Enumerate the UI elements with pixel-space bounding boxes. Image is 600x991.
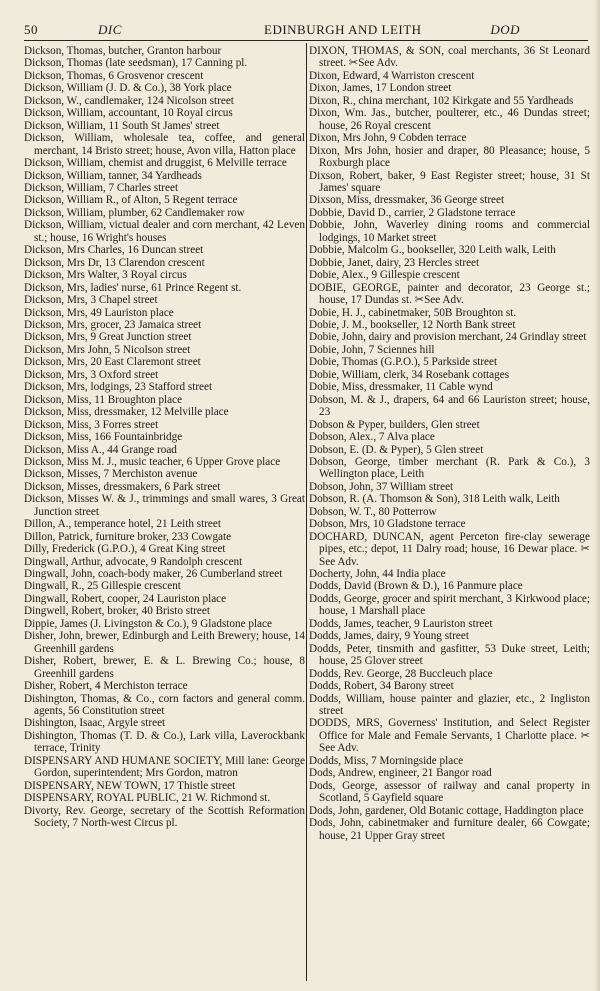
directory-entry: Dingwall, R., 25 Gillespie crescent (24, 580, 181, 593)
directory-entry: Divorty, Rev. George, secretary of the Scottish Reformation Society, 7 North-west Circus pl. (24, 804, 305, 830)
directory-entry: Dickson, Mrs, 3 Oxford street (24, 368, 159, 381)
directory-entry: Dickson, Miss, dressmaker, 12 Melville place (24, 406, 229, 419)
directory-entry: Dickson, Mrs, 9 Great Junction street (24, 331, 192, 344)
directory-entry: Dobie, John, 7 Sciennes hill (309, 343, 435, 356)
directory-entry: Dodds, Peter, tinsmith and gasfitter, 53 Duke street, Leith; house, 25 Glover street (309, 642, 590, 668)
directory-entry: Dickson, Miss, 11 Broughton place (24, 393, 183, 406)
directory-entry: Dickson, Miss, 166 Fountainbridge (24, 431, 183, 444)
directory-entry: Dishington, Thomas, & Co., corn factors and general comm. agents, 56 Constitution street (24, 692, 305, 718)
directory-entry: Dobson, John, 37 William street (309, 480, 454, 493)
directory-entry: Dodds, James, dairy, 9 Young street (309, 630, 469, 643)
directory-entry: Dingwall, John, coach-body maker, 26 Cumberland street (24, 568, 283, 581)
directory-entry: Dods, George, assessor of railway and canal property in Scotland, 5 Gayfield square (309, 779, 590, 805)
directory-entry: Dingwall, Robert, cooper, 24 Lauriston place (24, 592, 227, 605)
directory-entry: Dickson, Mrs, 20 East Claremont street (24, 356, 201, 369)
directory-entry: Dickson, W., candlemaker, 124 Nicolson street (24, 94, 234, 107)
directory-entry: Dodds, Robert, 34 Barony street (309, 680, 454, 693)
directory-entry: Dickson, Mrs, 49 Lauriston place (24, 306, 174, 319)
directory-entry: Dillon, A., temperance hotel, 21 Leith street (24, 518, 221, 531)
directory-entry: Dobson, M. & J., drapers, 64 and 66 Lauriston street; house, 23 (309, 393, 590, 419)
directory-entry: Dickson, Thomas, butcher, Granton harbour (24, 45, 222, 57)
directory-entry: Dickson, Mrs, ladies' nurse, 61 Prince Regent st. (24, 281, 242, 294)
directory-entry: Dobie, J. M., bookseller, 12 North Bank street (309, 318, 516, 331)
page-edge (594, 0, 600, 991)
directory-entry: Dickson, William, victual dealer and corn merchant, 42 Leven st.; house, 16 Wright's houses (24, 219, 305, 244)
directory-entry: Dingwell, Robert, broker, 40 Bristo street (24, 605, 210, 618)
directory-entry: DODDS, MRS, Governess' Institution, and Select Register Office for Male and Female Servants, 1 Charlotte place. ✂See Adv. (309, 717, 590, 755)
directory-entry: Dickson, Mrs, lodgings, 23 Stafford street (24, 381, 213, 394)
directory-entry: Dodds, William, house painter and glazier, etc., 2 Ingliston street (309, 692, 590, 718)
right-column (309, 45, 590, 842)
directory-entry: Dickson, Mrs Walter, 3 Royal circus (24, 269, 187, 282)
directory-entry: Dickson, Miss A., 44 Grange road (24, 443, 177, 456)
directory-entry: Dobson, W. T., 80 Potterrow (309, 505, 437, 518)
directory-entry: Dingwall, Arthur, advocate, 9 Randolph crescent (24, 555, 243, 568)
left-column (24, 45, 305, 830)
directory-entry: Disher, Robert, 4 Merchiston terrace (24, 680, 188, 693)
directory-entry: Dickson, Miss, 3 Forres street (24, 418, 159, 431)
page-title: EDINBURGH AND LEITH (264, 22, 422, 37)
directory-entry: Dodds, Rev. George, 28 Buccleuch place (309, 667, 493, 680)
directory-entry: Dickson, William, wholesale tea, coffee, and general merchant, 14 Bristo street; house, Avon villa, Hatton place (24, 132, 305, 157)
directory-entry: Dixson, Miss, dressmaker, 36 George street (309, 194, 505, 207)
directory-entry: Dobie, Miss, dressmaker, 11 Cable wynd (309, 381, 493, 394)
directory-entry: Dobson, R. (A. Thomson & Son), 318 Leith walk, Leith (309, 493, 560, 506)
directory-entry: Dickson, Mrs, grocer, 23 Jamaica street (24, 318, 202, 331)
directory-entry: Dixson, Robert, baker, 9 East Register street; house, 31 St James' square (309, 169, 590, 194)
directory-entry: DISPENSARY, NEW TOWN, 17 Thistle street (24, 779, 236, 792)
directory-entry: Dickson, Misses, 7 Merchiston avenue (24, 468, 198, 481)
directory-entry: DOBIE, GEORGE, painter and decorator, 23 George st.; house, 17 Dundas st. ✂See Adv. (309, 281, 590, 307)
directory-entry: Dobie, Thomas (G.P.O.), 5 Parkside street (309, 356, 498, 369)
directory-entry: Dishington, Thomas (T. D. & Co.), Lark villa, Laverockbank terrace, Trinity (24, 729, 305, 755)
directory-entry: Dixon, James, 17 London street (309, 82, 452, 95)
directory-entry: Dodds, James, teacher, 9 Lauriston street (309, 617, 493, 630)
directory-entry: Dickson, William, 7 Charles street (24, 181, 179, 194)
directory-entry: Dobie, H. J., cabinetmaker, 50B Broughton st. (309, 306, 517, 319)
directory-entry: DOCHARD, DUNCAN, agent Perceton fire-clay sewerage pipes, etc.; depot, 11 Dalry road; house, 16 Dewar place. ✂See Adv. (309, 530, 590, 568)
directory-entry: Dobie, William, clerk, 34 Rosebank cottages (309, 368, 510, 381)
directory-entry: Dobie, John, dairy and provision merchant, 24 Grindlay street (309, 331, 587, 344)
directory-entry: Dickson, Thomas, 6 Grosvenor crescent (24, 69, 204, 82)
directory-entry: Dickson, William, chemist and druggist, 6 Melville terrace (24, 157, 287, 170)
right-guide-word: DOD (490, 22, 520, 37)
directory-entry: Dobie, Alex., 9 Gillespie crescent (309, 269, 460, 282)
directory-entry: Dickson, William, plumber, 62 Candlemaker row (24, 206, 245, 219)
directory-entry: Dobbie, Janet, dairy, 23 Hercles street (309, 256, 480, 269)
directory-entry: Dods, John, gardener, Old Botanic cottage, Haddington place (309, 804, 584, 817)
header-rule (24, 40, 588, 41)
directory-entry: Dickson, Misses W. & J., trimmings and small wares, 3 Great Junction street (24, 493, 305, 518)
directory-entry: Dodds, David (Brown & D.), 16 Panmure place (309, 580, 523, 593)
directory-entry: Dickson, William, accountant, 10 Royal circus (24, 107, 233, 120)
directory-entry: DISPENSARY, ROYAL PUBLIC, 21 W. Richmond st. (24, 792, 271, 805)
directory-entry: Dickson, Misses, dressmakers, 6 Park street (24, 480, 221, 493)
directory-entry: Dobson, Alex., 7 Alva place (309, 431, 435, 444)
directory-entry: DISPENSARY AND HUMANE SOCIETY, Mill lane: George Gordon, superintendent; Mrs Gordon, matron (24, 754, 305, 780)
directory-entry: Dickson, William, tanner, 34 Yardheads (24, 169, 202, 182)
directory-entry: Dobson & Pyper, builders, Glen street (309, 418, 480, 431)
directory-entry: Dixon, Wm. Jas., butcher, poulterer, etc., 46 Dundas street; house, 26 Royal crescent (309, 107, 590, 132)
left-guide-word: DIC (98, 22, 122, 37)
directory-entry: Dickson, Mrs John, 5 Nicolson street (24, 343, 191, 356)
directory-entry: Dodds, George, grocer and spirit merchant, 3 Kirkwood place; house, 1 Marshall place (309, 592, 590, 618)
directory-entry: Dickson, William, 11 South St James' street (24, 119, 220, 132)
directory-entry: Disher, John, brewer, Edinburgh and Leith Brewery; house, 14 Greenhill gardens (24, 630, 305, 655)
column-divider (306, 43, 307, 981)
directory-entry: Dobson, Mrs, 10 Gladstone terrace (309, 518, 466, 531)
directory-entry: Dobson, E. (D. & Pyper), 5 Glen street (309, 443, 484, 456)
directory-entry: Dixon, Mrs John, 9 Cobden terrace (309, 132, 467, 145)
directory-entry: Dishington, Isaac, Argyle street (24, 717, 166, 730)
running-header (24, 22, 588, 38)
directory-entry: Dilly, Frederick (G.P.O.), 4 Great King street (24, 543, 226, 556)
directory-entry: Dickson, William R., of Alton, 5 Regent terrace (24, 194, 238, 207)
directory-entry: Dickson, Mrs Charles, 16 Duncan street (24, 244, 204, 257)
directory-entry: Dixon, Mrs John, hosier and draper, 80 Pleasance; house, 5 Roxburgh place (309, 144, 590, 170)
directory-entry: Dickson, Thomas (late seedsman), 17 Canning pl. (24, 57, 248, 70)
directory-entry: Dickson, Mrs, 3 Chapel street (24, 294, 158, 307)
directory-entry: Disher, Robert, brewer, E. & L. Brewing Co.; house, 8 Greenhill gardens (24, 655, 305, 680)
directory-entry: Dodds, Miss, 7 Morningside place (309, 754, 464, 767)
directory-entry: Dickson, William (J. D. & Co.), 38 York place (24, 82, 232, 95)
directory-entry: Dods, Andrew, engineer, 21 Bangor road (309, 767, 492, 780)
directory-entry: Dobbie, John, Waverley dining rooms and commercial lodgings, 10 Market street (309, 219, 590, 244)
directory-entry: Dixon, Edward, 4 Warriston crescent (309, 69, 475, 82)
directory-entry: Dillon, Patrick, furniture broker, 233 Cowgate (24, 530, 232, 543)
directory-entry: Dippie, James (J. Livingston & Co.), 9 Gladstone place (24, 617, 272, 630)
page-number: 50 (24, 22, 38, 37)
directory-entry: Dobbie, David D., carrier, 2 Gladstone terrace (309, 206, 516, 219)
directory-entry: Dobson, George, timber merchant (R. Park & Co.), 3 Wellington place, Leith (309, 455, 590, 481)
directory-entry: DIXON, THOMAS, & SON, coal merchants, 36 St Leonard street. ✂See Adv. (309, 45, 590, 70)
directory-entry: Dickson, Mrs Dr, 13 Clarendon crescent (24, 256, 205, 269)
directory-entry: Dods, John, cabinetmaker and furniture dealer, 66 Cowgate; house, 21 Upper Gray street (309, 817, 590, 842)
directory-entry: Docherty, John, 44 India place (309, 568, 446, 581)
directory-entry: Dickson, Miss M. J., music teacher, 6 Upper Grove place (24, 455, 281, 468)
directory-entry: Dobbie, Malcolm G., bookseller, 320 Leith walk, Leith (309, 244, 556, 257)
directory-entry: Dixon, R., china merchant, 102 Kirkgate and 55 Yardheads (309, 94, 574, 107)
